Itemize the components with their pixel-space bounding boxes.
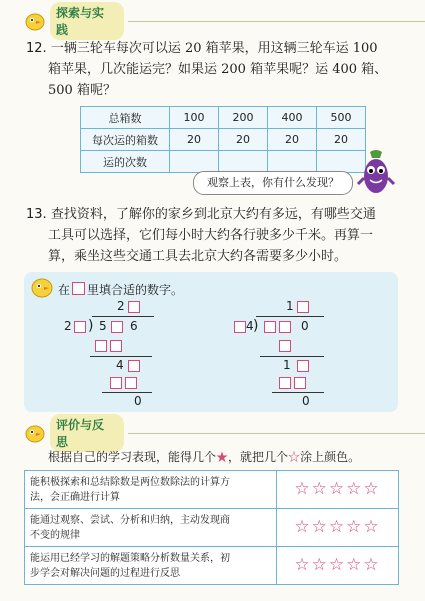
bird-mascot-icon bbox=[24, 11, 46, 31]
criterion-text: 步学会对解决问题的过程进行反思 bbox=[30, 567, 180, 579]
table-cell: 400 bbox=[268, 107, 317, 129]
table-row bbox=[81, 107, 366, 129]
criterion-text: 能通过观察、尝试、分析和归纳，主动发现商 bbox=[30, 514, 230, 526]
table-cell-blank[interactable] bbox=[268, 151, 317, 173]
star-rating[interactable]: ☆☆☆☆☆ bbox=[277, 547, 399, 585]
remainder-digit: 0 bbox=[302, 394, 310, 408]
table-row bbox=[81, 129, 366, 151]
blank-box[interactable] bbox=[111, 321, 123, 333]
divider bbox=[128, 21, 425, 22]
division-bar bbox=[256, 316, 324, 317]
blank-box[interactable] bbox=[128, 301, 140, 313]
blank-box[interactable] bbox=[95, 340, 107, 352]
blank-box[interactable] bbox=[294, 377, 306, 389]
table-cell-blank[interactable] bbox=[219, 151, 268, 173]
quotient-digit: 2 bbox=[117, 299, 125, 313]
fill-in-box bbox=[24, 272, 398, 412]
bird-mascot-icon bbox=[24, 423, 46, 443]
criterion-text: 能积极探索和总结除数是两位数除法的计算方 bbox=[30, 476, 230, 488]
section-header-evaluate bbox=[24, 418, 425, 449]
blank-box[interactable] bbox=[279, 340, 291, 352]
table-row bbox=[81, 151, 366, 173]
intro-text: ，就把几个 bbox=[228, 450, 289, 464]
criterion-cell bbox=[25, 471, 277, 509]
table-cell: 20 bbox=[268, 129, 317, 151]
problem-number: 13. bbox=[26, 207, 47, 222]
problem-13 bbox=[26, 204, 406, 267]
table-cell: 100 bbox=[170, 107, 219, 129]
remainder-digit: 0 bbox=[134, 394, 142, 408]
problem-line: 查找资料，了解你的家乡到北京大约有多远，有哪些交通 bbox=[50, 207, 376, 222]
problem-line: 工具可以选择，它们每小时大约各行驶多少千米。再算一 bbox=[48, 228, 374, 243]
criterion-cell bbox=[25, 547, 277, 585]
problem-line: 一辆三轮车每次可以运 20 箱苹果，用这辆三轮车运 100 bbox=[50, 41, 378, 56]
subtraction-line bbox=[260, 356, 324, 357]
product-digit: 4 bbox=[116, 358, 124, 372]
dividend-digit: 5 bbox=[99, 319, 107, 333]
filled-star-icon: ★ bbox=[216, 450, 229, 464]
problem-line: 算，乘坐这些交通工具去北京大约各需要多少小时。 bbox=[48, 249, 348, 264]
star-rating[interactable]: ☆☆☆☆☆ bbox=[277, 509, 399, 547]
table-row bbox=[25, 547, 399, 585]
criterion-text: 能运用已经学习的解题策略分析数量关系，初 bbox=[30, 552, 230, 564]
table-cell-blank[interactable] bbox=[170, 151, 219, 173]
row-label: 运的次数 bbox=[81, 151, 170, 173]
blank-box[interactable] bbox=[110, 377, 122, 389]
instruction-text: 在 bbox=[58, 283, 71, 297]
section-title: 评价与反思 bbox=[50, 414, 124, 452]
star-rating[interactable]: ☆☆☆☆☆ bbox=[277, 471, 399, 509]
blank-box[interactable] bbox=[297, 301, 309, 313]
intro-text: 涂上颜色。 bbox=[300, 450, 361, 464]
table-cell: 20 bbox=[170, 129, 219, 151]
blank-box[interactable] bbox=[297, 360, 309, 372]
table-row bbox=[25, 509, 399, 547]
evaluation-table bbox=[24, 470, 399, 585]
product-digit: 1 bbox=[283, 358, 291, 372]
blank-box[interactable] bbox=[110, 340, 122, 352]
speech-bubble: 观察上表，你有什么发现？ bbox=[193, 171, 353, 195]
table-cell: 200 bbox=[219, 107, 268, 129]
blank-square-icon bbox=[72, 282, 85, 295]
divisor-digit: 2 bbox=[64, 319, 72, 333]
blank-box[interactable] bbox=[128, 360, 140, 372]
trip-table bbox=[80, 106, 366, 173]
blank-box[interactable] bbox=[279, 377, 291, 389]
fill-instruction bbox=[58, 281, 183, 298]
row-label: 总箱数 bbox=[81, 107, 170, 129]
dividend-digit: 6 bbox=[130, 319, 138, 333]
problem-line: 500 箱呢？ bbox=[48, 83, 116, 98]
bird-mascot-icon bbox=[30, 276, 54, 302]
divisor-digit: 4 bbox=[246, 319, 254, 333]
blank-box[interactable] bbox=[264, 321, 276, 333]
intro-text: 根据自己的学习表现，能得几个 bbox=[48, 450, 217, 464]
instruction-text: 里填合适的数字。 bbox=[87, 283, 184, 297]
division-bracket-icon: ) bbox=[88, 318, 94, 334]
dividend-digit: 0 bbox=[301, 319, 309, 333]
row-label: 每次运的箱数 bbox=[81, 129, 170, 151]
division-bar bbox=[92, 316, 154, 317]
criterion-text: 法，会正确进行计算 bbox=[30, 491, 120, 503]
section-header-explore bbox=[24, 6, 425, 37]
table-cell: 20 bbox=[317, 129, 366, 151]
blank-box[interactable] bbox=[74, 321, 86, 333]
evaluation-intro bbox=[48, 448, 360, 465]
subtraction-line bbox=[90, 356, 152, 357]
blank-box[interactable] bbox=[279, 321, 291, 333]
table-cell: 20 bbox=[219, 129, 268, 151]
subtraction-line bbox=[102, 392, 152, 393]
table-row bbox=[25, 471, 399, 509]
section-title: 探索与实践 bbox=[50, 2, 124, 40]
criterion-text: 不变的规律 bbox=[30, 529, 80, 541]
empty-star-icon: ☆ bbox=[288, 450, 301, 464]
table-cell: 500 bbox=[317, 107, 366, 129]
blank-box[interactable] bbox=[125, 377, 137, 389]
problem-number: 12. bbox=[26, 41, 47, 56]
divider bbox=[128, 433, 425, 434]
division-bracket-icon: ) bbox=[253, 318, 259, 334]
eggplant-mascot-icon bbox=[356, 148, 396, 200]
quotient-digit: 1 bbox=[286, 299, 294, 313]
blank-box[interactable] bbox=[234, 321, 246, 333]
problem-12 bbox=[26, 38, 406, 101]
criterion-cell bbox=[25, 509, 277, 547]
problem-line: 箱苹果，几次能运完？如果运 200 箱苹果呢？运 400 箱、 bbox=[48, 62, 388, 77]
subtraction-line bbox=[272, 392, 324, 393]
